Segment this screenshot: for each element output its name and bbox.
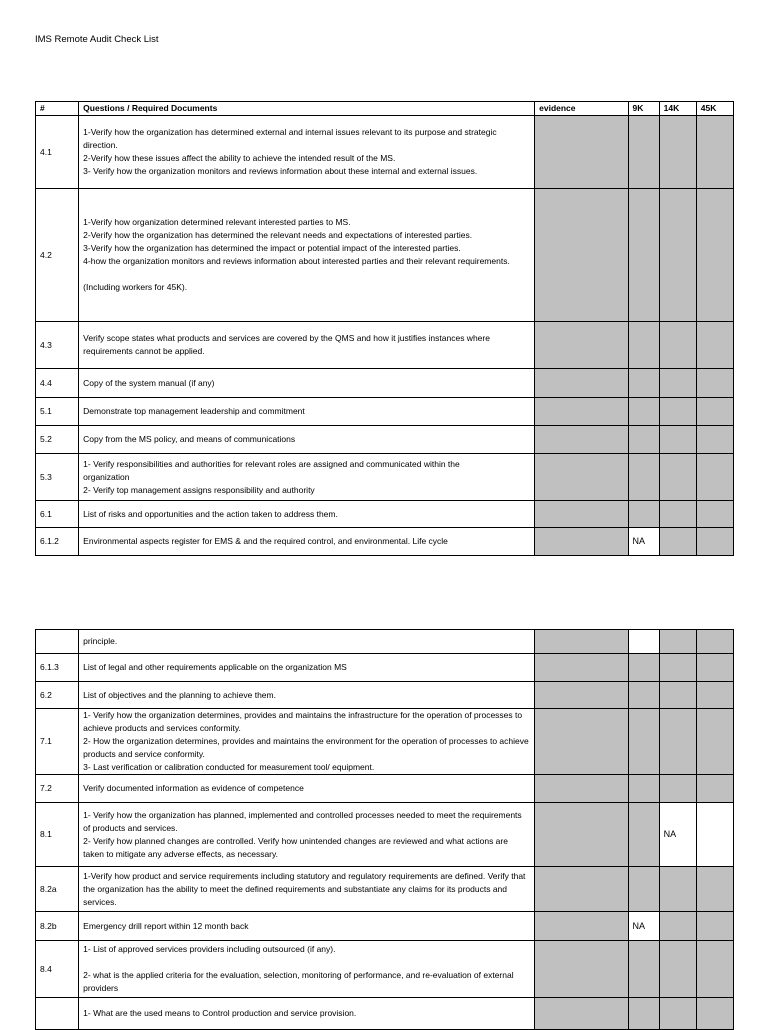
row-45k [696,116,733,189]
row-question: 1- What are the used means to Control production and service provision. [79,998,535,1030]
header-45k: 45K [696,102,733,116]
row-number: 6.1 [36,501,79,528]
table-row [36,709,734,775]
row-evidence [535,116,628,189]
table-row [36,941,734,998]
table-row [36,912,734,941]
row-45k [696,775,733,803]
row-number: 8.1 [36,803,79,867]
row-14k [659,941,696,998]
row-number: 4.2 [36,189,79,322]
row-evidence [535,912,628,941]
row-45k [696,189,733,322]
row-evidence [535,941,628,998]
row-evidence [535,867,628,912]
row-question: List of legal and other requirements applicable on the organization MS [79,654,535,682]
row-14k [659,654,696,682]
header-number: # [36,102,79,116]
table-row [36,369,734,398]
row-14k [659,998,696,1030]
row-number [36,630,79,654]
table-row [36,630,734,654]
table-row [36,426,734,454]
row-45k [696,501,733,528]
row-number: 4.4 [36,369,79,398]
table-row [36,682,734,709]
row-question: List of risks and opportunities and the action taken to address them. [79,501,535,528]
row-number: 6.2 [36,682,79,709]
audit-table-page-2 [35,629,734,1030]
row-14k [659,528,696,556]
document-title: IMS Remote Audit Check List [35,34,159,45]
row-evidence [535,189,628,322]
row-number [36,998,79,1030]
row-45k [696,912,733,941]
row-9k [628,369,659,398]
row-45k [696,998,733,1030]
row-9k [628,630,659,654]
row-question: 1- Verify how the organization has planned, implemented and controlled processes needed to meet the requirements of products and services. 2- Verify how planned changes are controlled. Verify how unintended changes are reviewed and what actions are taken to mitigate any adverse effects, as necessary. [79,803,535,867]
row-9k [628,775,659,803]
row-question: Verify documented information as evidence of competence [79,775,535,803]
row-14k [659,116,696,189]
row-14k [659,630,696,654]
row-14k [659,369,696,398]
row-14k [659,709,696,775]
row-14k [659,398,696,426]
row-9k [628,398,659,426]
row-9k [628,682,659,709]
row-14k: NA [659,803,696,867]
row-question: Emergency drill report within 12 month back [79,912,535,941]
row-evidence [535,454,628,501]
table-row [36,454,734,501]
row-45k [696,803,733,867]
table-header-row [36,102,734,116]
row-9k [628,803,659,867]
table-row [36,528,734,556]
row-9k [628,189,659,322]
row-evidence [535,398,628,426]
row-evidence [535,775,628,803]
row-number: 6.1.2 [36,528,79,556]
row-45k [696,369,733,398]
row-9k [628,654,659,682]
row-question: Verify scope states what products and services are covered by the QMS and how it justifies instances where requirements cannot be applied. [79,322,535,369]
table-row [36,654,734,682]
row-evidence [535,630,628,654]
header-questions: Questions / Required Documents [79,102,535,116]
row-9k [628,941,659,998]
row-14k [659,501,696,528]
row-evidence [535,654,628,682]
row-question: 1- Verify how the organization determines, provides and maintains the infrastructure for the operation of processes to achieve products and services conformity. 2- How the organization determines, provides and maintains the environment for the operation of processes to achieve products and service conformity. 3- Last verification or calibration conducted for measurement tool/ equipment. [79,709,535,775]
row-45k [696,709,733,775]
row-9k [628,454,659,501]
row-number: 4.3 [36,322,79,369]
header-9k: 9K [628,102,659,116]
row-question: Demonstrate top management leadership and commitment [79,398,535,426]
row-evidence [535,426,628,454]
row-14k [659,426,696,454]
row-number: 8.4 [36,941,79,998]
row-number: 5.3 [36,454,79,501]
row-question: principle. [79,630,535,654]
row-9k: NA [628,912,659,941]
row-number: 5.2 [36,426,79,454]
row-evidence [535,369,628,398]
row-14k [659,775,696,803]
table-row [36,398,734,426]
row-45k [696,654,733,682]
row-45k [696,682,733,709]
row-9k [628,867,659,912]
row-9k [628,709,659,775]
row-14k [659,454,696,501]
row-14k [659,189,696,322]
row-9k [628,116,659,189]
header-evidence: evidence [535,102,628,116]
table-row [36,867,734,912]
row-45k [696,941,733,998]
table-row [36,322,734,369]
row-45k [696,867,733,912]
row-question: Copy of the system manual (if any) [79,369,535,398]
row-evidence [535,501,628,528]
row-number: 8.2a [36,867,79,912]
row-14k [659,322,696,369]
table-row [36,189,734,322]
row-question: 1-Verify how product and service requirements including statutory and regulatory requirements are defined. Verify that the organization has the ability to meet the defined requirements and substantiate any claims for its products and services. [79,867,535,912]
row-question: Environmental aspects register for EMS & and the required control, and environmental. Life cycle [79,528,535,556]
row-14k [659,912,696,941]
row-14k [659,682,696,709]
row-question: 1-Verify how the organization has determined external and internal issues relevant to its purpose and strategic direction. 2-Verify how these issues affect the ability to achieve the intended result of the MS. 3- Verify how the organization monitors and reviews information about these internal and external issues. [79,116,535,189]
row-evidence [535,682,628,709]
table-row [36,998,734,1030]
row-9k [628,501,659,528]
row-evidence [535,322,628,369]
row-45k [696,322,733,369]
audit-table-page-1 [35,101,734,556]
table-row [36,501,734,528]
header-14k: 14K [659,102,696,116]
row-number: 6.1.3 [36,654,79,682]
table-row [36,116,734,189]
row-question: Copy from the MS policy, and means of communications [79,426,535,454]
row-evidence [535,803,628,867]
row-9k [628,998,659,1030]
row-9k [628,426,659,454]
row-question: 1- List of approved services providers including outsourced (if any). 2- what is the applied criteria for the evaluation, selection, monitoring of performance, and re-evaluation of external providers [79,941,535,998]
row-number: 4.1 [36,116,79,189]
row-question: 1- Verify responsibilities and authorities for relevant roles are assigned and communicated within the organization 2- Verify top management assigns responsibility and authority [79,454,535,501]
table-row [36,803,734,867]
row-number: 8.2b [36,912,79,941]
row-evidence [535,528,628,556]
row-45k [696,630,733,654]
row-evidence [535,998,628,1030]
row-45k [696,454,733,501]
row-number: 7.2 [36,775,79,803]
row-45k [696,426,733,454]
row-45k [696,398,733,426]
row-number: 5.1 [36,398,79,426]
row-number: 7.1 [36,709,79,775]
row-evidence [535,709,628,775]
row-9k: NA [628,528,659,556]
row-question: 1-Verify how organization determined relevant interested parties to MS. 2-Verify how the organization has determined the relevant needs and expectations of interested parties. 3-Verify how the organization has determined the impact or potential impact of the interested parties. 4-how the organization monitors and reviews information about interested parties and their relevant requirements. (Including workers for 45K). [79,189,535,322]
row-45k [696,528,733,556]
row-question: List of objectives and the planning to achieve them. [79,682,535,709]
table-row [36,775,734,803]
row-9k [628,322,659,369]
row-14k [659,867,696,912]
